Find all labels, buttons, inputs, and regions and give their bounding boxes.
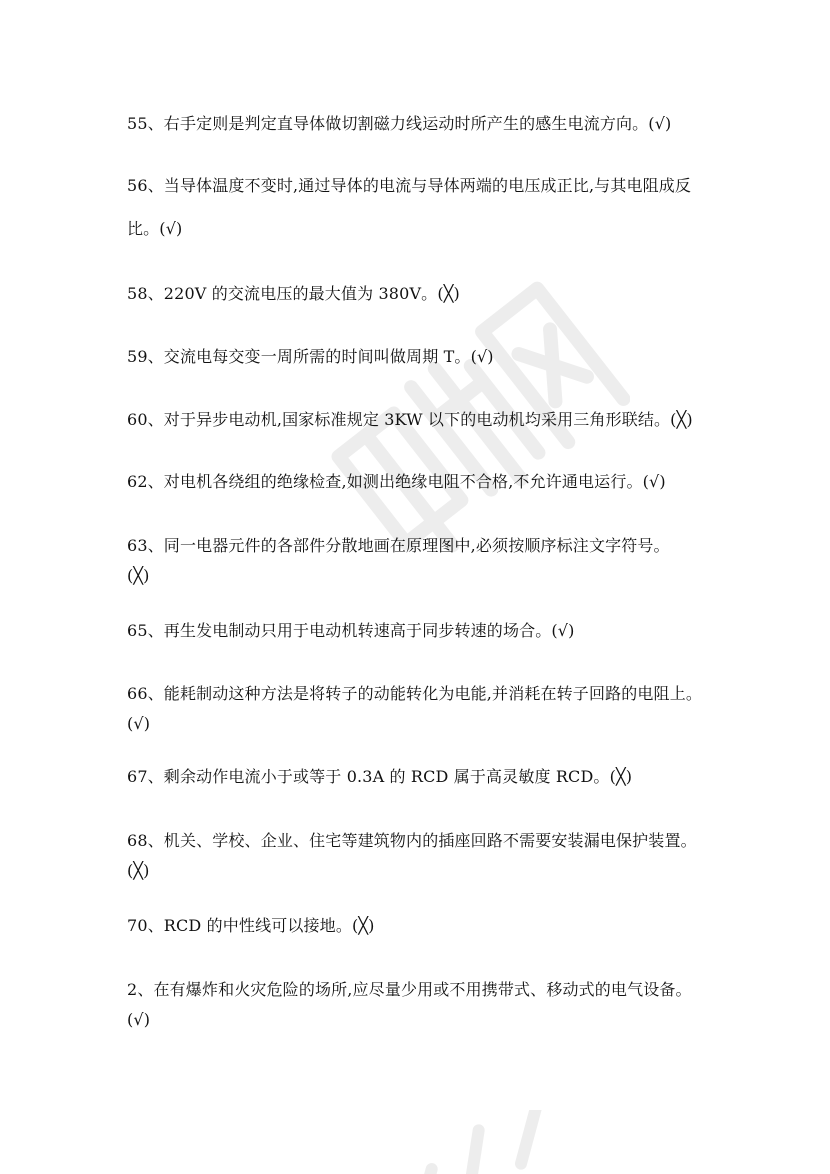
- question-2-line-1: 2、在有爆炸和火灾危险的场所,应尽量少用或不用携带式、移动式的电气设备。: [127, 980, 692, 999]
- watermark-graphic-bottom: [380, 1110, 600, 1174]
- watermark-graphic: [310, 250, 630, 610]
- question-68-line-2: (╳): [127, 861, 150, 880]
- question-70: 70、RCD 的中性线可以接地。(╳): [127, 916, 375, 935]
- question-66-line-2: (√): [127, 714, 151, 733]
- question-63-line-1: 63、同一电器元件的各部件分散地画在原理图中,必须按顺序标注文字符号。: [127, 536, 670, 555]
- question-66-line-1: 66、能耗制动这种方法是将转子的动能转化为电能,并消耗在转子回路的电阻上。: [127, 684, 702, 703]
- question-56-line-1: 56、当导体温度不变时,通过导体的电流与导体两端的电压成正比,与其电阻成反: [127, 176, 692, 195]
- question-63-line-2: (╳): [127, 566, 150, 585]
- question-60: 60、对于异步电动机,国家标准规定 3KW 以下的电动机均采用三角形联结。(╳): [127, 410, 693, 429]
- question-56-line-2: 比。(√): [127, 219, 183, 238]
- question-62: 62、对电机各绕组的绝缘检查,如测出绝缘电阻不合格,不允许通电运行。(√): [127, 472, 666, 491]
- question-55: 55、右手定则是判定直导体做切割磁力线运动时所产生的感生电流方向。(√): [127, 114, 672, 133]
- question-58: 58、220V 的交流电压的最大值为 380V。(╳): [127, 284, 460, 303]
- question-67: 67、剩余动作电流小于或等于 0.3A 的 RCD 属于高灵敏度 RCD。(╳): [127, 767, 633, 786]
- question-65: 65、再生发电制动只用于电动机转速高于同步转速的场合。(√): [127, 621, 575, 640]
- question-2-line-2: (√): [127, 1010, 151, 1029]
- question-59: 59、交流电每交变一周所需的时间叫做周期 T。(√): [127, 347, 494, 366]
- question-68-line-1: 68、机关、学校、企业、住宅等建筑物内的插座回路不需要安装漏电保护装置。: [127, 831, 697, 850]
